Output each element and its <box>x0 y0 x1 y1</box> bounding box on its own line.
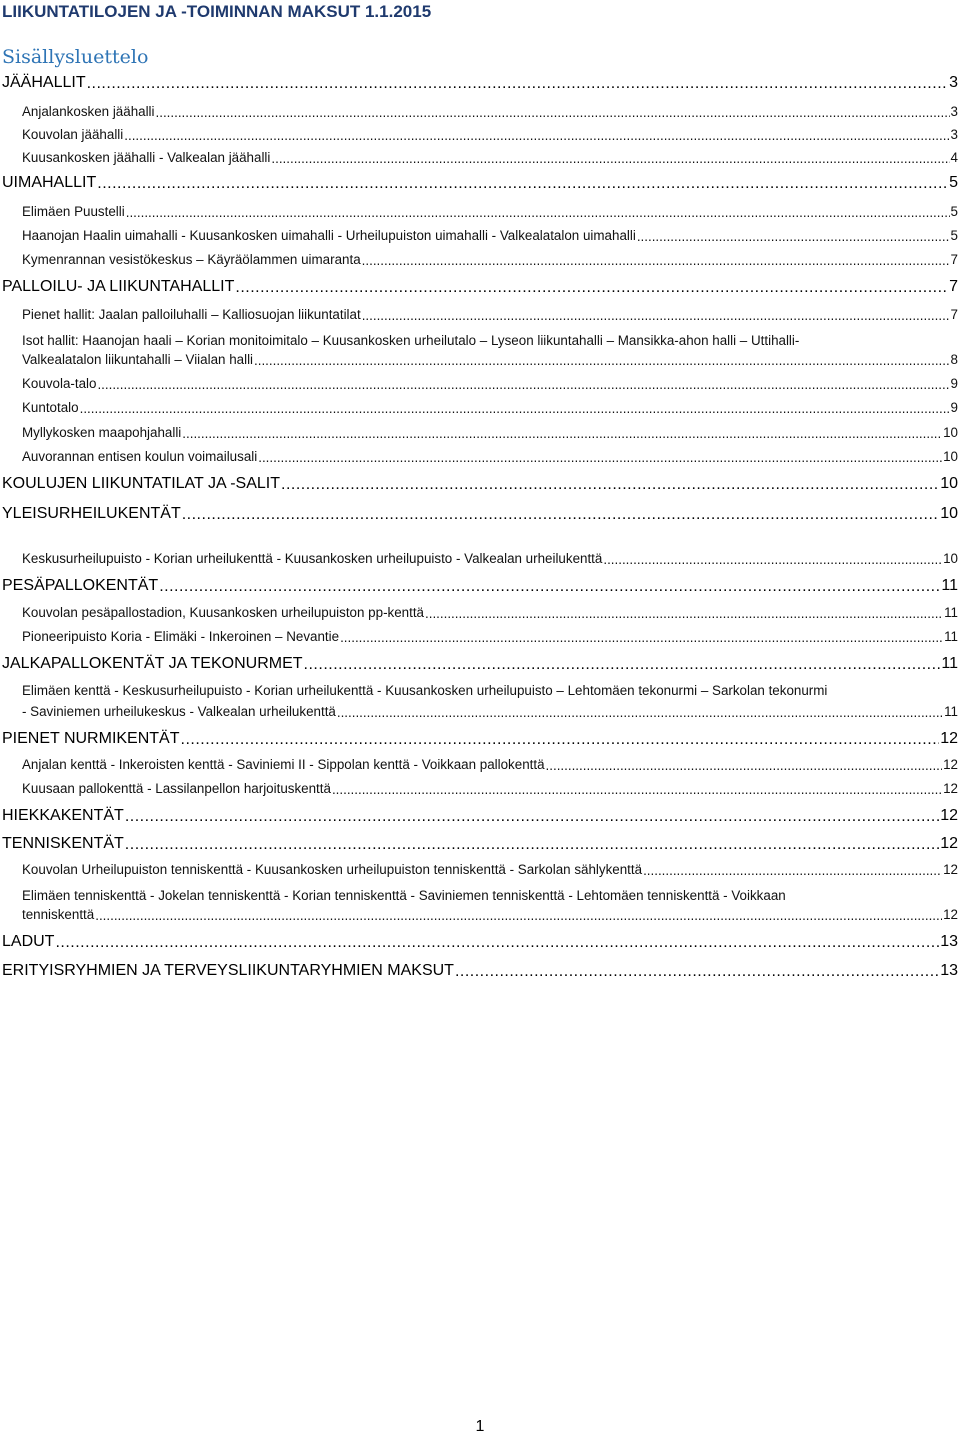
toc-entry-label: Pioneeripuisto Koria - Elimäki - Inkeroinen – Nevantie <box>22 629 340 644</box>
toc-entry-label: Kuntotalo <box>22 400 79 415</box>
toc-entry-label: Keskusurheilupuisto - Korian urheilukenttä - Kuusankosken urheilupuisto - Valkealan urheilukenttä <box>22 551 603 566</box>
toc-entry[interactable] <box>2 74 958 92</box>
toc-entry-label: Anjalankosken jäähalli <box>22 104 155 119</box>
toc-entry[interactable] <box>22 204 958 219</box>
toc-leader <box>637 230 950 243</box>
toc-entry[interactable] <box>22 425 958 440</box>
toc-leader <box>125 809 939 825</box>
toc-entry[interactable] <box>22 781 958 796</box>
toc-entry-label: JALKAPALLOKENTÄT JA TEKONURMET <box>2 655 303 672</box>
toc-leader <box>126 206 950 219</box>
toc-entry-page: 12 <box>943 862 958 877</box>
toc-entry-page: 8 <box>950 352 958 367</box>
toc-entry[interactable] <box>22 376 958 391</box>
toc-entry-page: 11 <box>944 629 958 644</box>
toc-entry[interactable] <box>22 862 958 877</box>
toc-leader <box>95 909 942 922</box>
toc-entry-page: 10 <box>943 449 958 464</box>
toc-leader <box>603 553 942 566</box>
toc-leader <box>362 254 950 267</box>
toc-entry[interactable] <box>22 104 958 119</box>
toc-entry-page: 12 <box>943 781 958 796</box>
toc-entry-label: Kouvolan pesäpallostadion, Kuusankosken urheilupuiston pp-kenttä <box>22 605 425 620</box>
toc-heading: Sisällysluettelo <box>2 46 149 68</box>
toc-entry-wrapped-line[interactable]: Isot hallit: Haanojan haali – Korian monitoimitalo – Kuusankosken urheilutalo – Lyseon liikuntahalli – Mansikka-ahon halli – Uttihalli- <box>22 333 800 348</box>
toc-leader <box>97 378 949 391</box>
toc-entry[interactable] <box>22 252 958 267</box>
toc-leader <box>337 706 943 719</box>
toc-entry[interactable] <box>2 505 958 523</box>
toc-entry-label: Kouvolan Urheilupuiston tenniskenttä - Kuusankosken urheilupuiston tenniskenttä - Sarkolan sählykenttä <box>22 862 643 877</box>
toc-entry-page: 11 <box>944 704 958 719</box>
toc-entry-page: 12 <box>940 835 958 852</box>
toc-entry-page: 4 <box>950 150 958 165</box>
toc-entry[interactable] <box>22 127 958 142</box>
toc-entry[interactable] <box>2 933 958 951</box>
toc-entry[interactable] <box>22 400 958 415</box>
toc-leader <box>159 579 940 595</box>
toc-entry-label: Anjalan kenttä - Inkeroisten kenttä - Saviniemi II - Sippolan kenttä - Voikkaan pallokenttä <box>22 757 545 772</box>
toc-entry-page: 9 <box>950 376 958 391</box>
toc-entry-page: 11 <box>944 605 958 620</box>
toc-entry-page: 13 <box>940 962 958 979</box>
toc-entry-label: PIENET NURMIKENTÄT <box>2 730 180 747</box>
toc-entry-page: 12 <box>940 730 958 747</box>
toc-entry[interactable] <box>2 730 958 748</box>
toc-entry-label: Auvorannan entisen koulun voimailusali <box>22 449 258 464</box>
toc-entry[interactable] <box>22 907 958 922</box>
toc-entry-label: - Saviniemen urheilukeskus - Valkealan urheilukenttä <box>22 704 336 719</box>
toc-entry-label: Myllykosken maapohjahalli <box>22 425 182 440</box>
toc-leader <box>182 507 939 523</box>
toc-entry[interactable] <box>2 807 958 825</box>
toc-leader <box>455 964 939 980</box>
toc-entry[interactable] <box>2 577 958 595</box>
toc-leader <box>258 451 942 464</box>
toc-entry-page: 3 <box>949 74 958 91</box>
toc-leader <box>124 129 949 142</box>
toc-leader <box>182 427 942 440</box>
toc-entry-label: Kouvola-talo <box>22 376 97 391</box>
toc-leader <box>80 402 950 415</box>
toc-leader <box>643 864 942 877</box>
toc-leader <box>546 759 943 772</box>
toc-entry-label: ERITYISRYHMIEN JA TERVEYSLIIKUNTARYHMIEN MAKSUT <box>2 962 454 979</box>
toc-entry[interactable] <box>22 551 958 566</box>
toc-entry[interactable] <box>2 278 958 296</box>
toc-entry-label: UIMAHALLIT <box>2 174 97 191</box>
toc-leader <box>425 607 943 620</box>
toc-entry-page: 3 <box>950 127 958 142</box>
toc-entry[interactable] <box>22 704 958 719</box>
toc-entry-label: YLEISURHEILUKENTÄT <box>2 505 181 522</box>
toc-entry[interactable] <box>2 475 958 493</box>
toc-entry-label: Kuusaan pallokenttä - Lassilanpellon harjoituskenttä <box>22 781 331 796</box>
toc-leader <box>181 732 940 748</box>
toc-leader <box>97 176 948 192</box>
toc-leader <box>235 280 948 296</box>
toc-leader <box>156 106 950 119</box>
toc-entry[interactable] <box>22 757 958 772</box>
toc-entry[interactable] <box>2 835 958 853</box>
toc-leader <box>332 783 942 796</box>
toc-entry[interactable] <box>22 228 958 243</box>
toc-entry-label: Haanojan Haalin uimahalli - Kuusankosken uimahalli - Urheilupuiston uimahalli - Valkealatalon uimahalli <box>22 228 636 243</box>
toc-entry-label: TENNISKENTÄT <box>2 835 124 852</box>
toc-entry-page: 5 <box>950 228 958 243</box>
page-number: 1 <box>475 1418 485 1435</box>
toc-entry[interactable] <box>22 352 958 367</box>
toc-entry-page: 10 <box>940 505 958 522</box>
toc-entry[interactable] <box>22 150 958 165</box>
toc-entry[interactable] <box>22 307 958 322</box>
toc-entry[interactable] <box>2 655 958 673</box>
toc-entry-page: 10 <box>943 551 958 566</box>
toc-entry-label: Kymenrannan vesistökeskus – Käyräölammen uimaranta <box>22 252 361 267</box>
toc-entry-page: 7 <box>949 278 958 295</box>
toc-entry[interactable] <box>2 962 958 980</box>
toc-entry[interactable] <box>22 605 958 620</box>
toc-leader <box>87 76 949 92</box>
toc-entry-label: Pienet hallit: Jaalan palloiluhalli – Kalliosuojan liikuntatilat <box>22 307 361 322</box>
toc-leader <box>55 935 939 951</box>
toc-leader <box>340 631 943 644</box>
toc-entry-page: 11 <box>941 655 958 672</box>
toc-entry-page: 12 <box>940 807 958 824</box>
toc-entry-page: 10 <box>943 425 958 440</box>
toc-entry-label: JÄÄHALLIT <box>2 74 86 91</box>
toc-entry-label: PESÄPALLOKENTÄT <box>2 577 159 594</box>
toc-entry-page: 11 <box>941 577 958 594</box>
toc-entry-label: Kuusankosken jäähalli - Valkealan jäähalli <box>22 150 271 165</box>
toc-entry-label: HIEKKAKENTÄT <box>2 807 124 824</box>
toc-entry-page: 9 <box>950 400 958 415</box>
toc-entry-page: 7 <box>950 307 958 322</box>
toc-leader <box>362 309 950 322</box>
toc-entry-wrapped-line[interactable]: Elimäen kenttä - Keskusurheilupuisto - Korian urheilukenttä - Kuusankosken urheilupuisto – Lehtomäen tekonurmi – Sarkolan tekonurmi <box>22 683 828 698</box>
toc-entry-label: KOULUJEN LIIKUNTATILAT JA -SALIT <box>2 475 280 492</box>
toc-entry-page: 3 <box>950 104 958 119</box>
toc-entry-page: 13 <box>940 933 958 950</box>
toc-entry-page: 5 <box>949 174 958 191</box>
toc-entry-label: Elimäen Puustelli <box>22 204 125 219</box>
toc-entry-label: tenniskenttä <box>22 907 95 922</box>
toc-entry-page: 12 <box>943 757 958 772</box>
toc-entry-page: 7 <box>950 252 958 267</box>
toc-entry-page: 10 <box>940 475 958 492</box>
toc-entry-label: Valkealatalon liikuntahalli – Viialan halli <box>22 352 254 367</box>
toc-leader <box>281 477 939 493</box>
toc-entry-page: 5 <box>950 204 958 219</box>
toc-entry[interactable] <box>22 449 958 464</box>
toc-entry-page: 12 <box>943 907 958 922</box>
toc-entry-label: PALLOILU- JA LIIKUNTAHALLIT <box>2 278 235 295</box>
toc-entry[interactable] <box>22 629 958 644</box>
document-title: LIIKUNTATILOJEN JA -TOIMINNAN MAKSUT 1.1.2015 <box>2 2 432 21</box>
toc-leader <box>254 354 950 367</box>
toc-entry[interactable] <box>2 174 958 192</box>
toc-leader <box>125 837 939 853</box>
toc-entry-wrapped-line[interactable]: Elimäen tenniskenttä - Jokelan tenniskenttä - Korian tenniskenttä - Saviniemen tenniskenttä - Lehtomäen tenniskenttä - Voikkaan <box>22 888 786 903</box>
toc-entry-label: LADUT <box>2 933 55 950</box>
toc-leader <box>304 657 941 673</box>
toc-leader <box>271 152 949 165</box>
toc-entry-label: Kouvolan jäähalli <box>22 127 124 142</box>
